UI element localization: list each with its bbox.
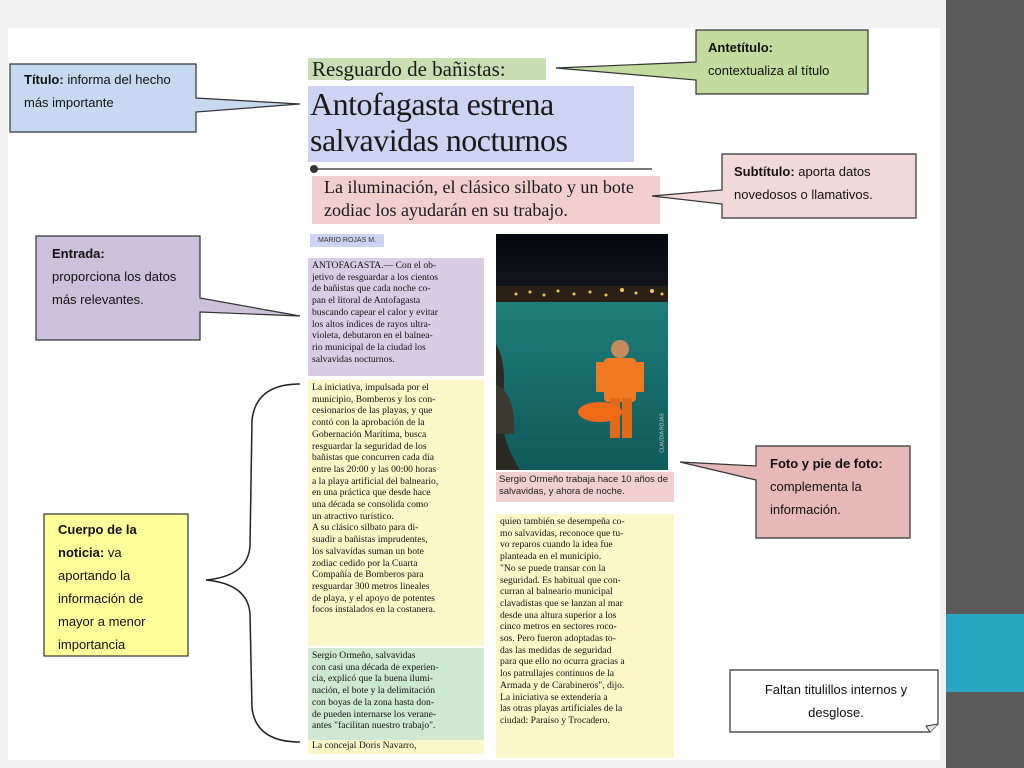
body4-line: desde una altura superior a los <box>500 609 617 621</box>
body1-line: resguardar la seguridad de los <box>312 440 427 452</box>
callout-faltan-text: Faltan titulillos internos y desglose. <box>764 682 908 720</box>
body4-line: clavadistas que se lanzan al mar <box>500 597 623 609</box>
article-kicker: Resguardo de bañistas: <box>308 58 546 80</box>
callout-subtitulo <box>734 160 904 206</box>
body1-line: a la playa artificial del balneario, <box>312 475 439 487</box>
body2-line: con casi una década de experien- <box>312 661 439 673</box>
callout-entrada <box>52 242 182 311</box>
callout-subtitulo-text: aporta datos novedosos o llamativos. <box>734 164 873 202</box>
lead-line: rio municipal de la ciudad los <box>312 341 426 353</box>
callout-entrada-label: Entrada: <box>52 246 105 261</box>
body1-line: entre las 20:00 y las 00:00 horas <box>312 463 437 475</box>
body1-line: una década se consolida como <box>312 499 429 511</box>
lead-line: ANTOFAGASTA.— Con el ob- <box>312 260 437 271</box>
body2-line: antes "facilitan nuestro trabajo". <box>312 720 436 732</box>
body4-line: das las medidas de seguridad <box>500 644 612 656</box>
callout-foto <box>770 452 906 521</box>
body1-line: de playa, y el apoyo de potentes <box>312 592 435 604</box>
body4-line: Armada y de Carabineros", dijo. <box>500 679 625 691</box>
photo-credit: CLAUDIA ROJAS <box>659 413 666 453</box>
body1-line: municipio, Bomberos y los con- <box>312 393 436 405</box>
body1-line: La iniciativa, impulsada por el <box>312 382 429 393</box>
body1-line: A su clásico silbato para di- <box>312 522 419 534</box>
body1-line: resguardar 300 metros lineales <box>312 580 430 592</box>
body4-line: cinco metros en sectores roco- <box>500 621 617 633</box>
body1-line: un atractivo turístico. <box>312 510 394 522</box>
article-subhead: La iluminación, el clásico silbato y un bote zodiac los ayudarán en su trabajo. <box>312 176 660 224</box>
body1-line: Compañía de Bomberos para <box>312 569 424 581</box>
body1-line: cesionarios de las playas, y que <box>312 405 433 417</box>
body4-line: vo reparos cuando la idea fue <box>500 539 613 551</box>
lead-line: salvavidas nocturnos. <box>312 353 395 365</box>
body2-line: Sergio Ormeño, salvavidas <box>312 650 416 661</box>
body4-line: mo salvavidas, reconoce que tu- <box>500 527 624 539</box>
photo-caption: Sergio Ormeño trabaja hace 10 años de salvavidas, y ahora de noche. <box>496 472 674 502</box>
body4-line: seguridad. Es habitual que con- <box>500 574 621 586</box>
callout-antetitulo-text: contextualiza al título <box>708 63 830 78</box>
body4-line: curran al balneario municipal <box>500 586 613 598</box>
body4-line: para que ello no ocurra gracias a <box>500 656 625 668</box>
body1-line: los salvavidas suman un bote <box>312 545 424 557</box>
body1-line: bañistas que concurren cada día <box>312 452 434 464</box>
lead-line: violeta, debutaron en el balnea- <box>312 330 433 342</box>
lead-line: buscando capear el calor y evitar <box>312 306 438 318</box>
body4-line: planteada en el municipio. <box>500 551 602 563</box>
body1-line: focos instalados en la costanera. <box>312 604 436 616</box>
body2-line: nación, el bote y la delimitación <box>312 685 436 697</box>
callout-faltan <box>744 678 928 724</box>
callout-antetitulo-label: Antetítulo: <box>708 40 773 55</box>
body4-line: ciudad: Paraíso y Trocadero. <box>500 714 610 726</box>
body1-line: Gobernación Marítima, busca <box>312 428 427 440</box>
lead-line: jetivo de resguardar a los cientos <box>312 271 439 283</box>
callout-titulo <box>24 68 194 114</box>
body4-line: "No se puede transar con la <box>500 562 606 574</box>
article-byline: MARIO ROJAS M. <box>310 234 384 247</box>
callout-foto-text: complementa la información. <box>770 479 862 517</box>
body4-line: La iniciativa se extendería a <box>500 691 608 703</box>
callout-subtitulo-label: Subtítulo: <box>734 164 795 179</box>
callout-cuerpo-label: Cuerpo de la noticia: <box>58 522 137 560</box>
body4-line: los patrullajes continuos de la <box>500 668 615 680</box>
callout-antetitulo <box>708 36 858 82</box>
body1-line: en una práctica que desde hace <box>312 487 431 499</box>
callout-cuerpo-text: va aportando la información de mayor a menor importancia <box>58 545 146 652</box>
body2-line: de pueden internarse los verane- <box>312 708 437 720</box>
cuerpo-brace <box>206 384 300 742</box>
body2-line: cia, explicó que la buena ilumi- <box>312 673 433 685</box>
body4-line: quien también se desempeña co- <box>500 516 625 527</box>
callout-foto-label: Foto y pie de foto: <box>770 456 883 471</box>
callout-titulo-label: Título: <box>24 72 64 87</box>
body2-line: con boyas de la zona hasta don- <box>312 696 435 708</box>
callout-entrada-text: proporciona los datos más relevantes. <box>52 269 177 307</box>
lead-line: pan el litoral de Antofagasta <box>312 295 421 307</box>
article-headline: Antofagasta estrena salvavidas nocturnos <box>308 86 634 162</box>
body4-line: sos. Pero fueron adoptadas to- <box>500 633 616 645</box>
body1-line: zodiac cedido por la Cuarta <box>312 557 418 569</box>
body4-line: las otras playas artificiales de la <box>500 703 623 715</box>
body1-line: suadir a bañistas imprudentes, <box>312 534 428 546</box>
callout-cuerpo <box>58 518 182 656</box>
lead-line: los altos índices de rayos ultra- <box>312 318 432 330</box>
body1-line: contó con la aprobación de la <box>312 417 425 429</box>
callout-titulo-text: informa del hecho más importante <box>24 72 171 110</box>
article-body-part-3: La concejal Doris Navarro, <box>308 740 484 754</box>
lead-line: de bañistas que cada noche co- <box>312 283 431 295</box>
